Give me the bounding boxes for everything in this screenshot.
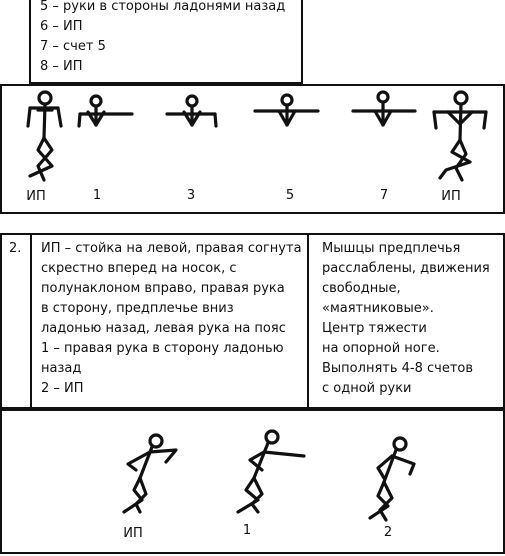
description-line: ИП – стойка на левой, правая согнута [41, 241, 302, 256]
description-line: 1 – правая рука в сторону ладонью [41, 341, 284, 356]
description-line: назад [41, 361, 82, 376]
stick-figure-ex2-count-2 [370, 438, 414, 520]
figure-label: 7 [379, 188, 389, 203]
figure-label: 3 [186, 188, 196, 203]
figure-label: ИП [26, 189, 46, 204]
note-line: свободные, [322, 281, 401, 296]
note-line: с одной руки [322, 381, 412, 396]
exercise-number: 2. [9, 241, 22, 256]
figure-label: 1 [92, 188, 102, 203]
description-line: 2 – ИП [41, 381, 84, 396]
top-line: 5 – руки в стороны ладонями назад [40, 0, 286, 14]
top-line: 8 – ИП [40, 59, 83, 74]
top-line: 7 – счет 5 [40, 39, 106, 54]
note-line: Выполнять 4-8 счетов [322, 361, 474, 376]
figure-label: 1 [242, 523, 252, 538]
stick-figure-ex2-count-1 [238, 431, 304, 512]
note-line: Центр тяжести [322, 321, 427, 336]
note-line: Мышцы предплечья [322, 241, 461, 256]
figure-label: ИП [441, 189, 461, 204]
figure-label: ИП [123, 526, 143, 541]
note-line: расслаблены, движения [322, 261, 490, 276]
description-line: ладонью назад, левая рука на пояс [41, 321, 286, 336]
description-line: в сторону, предплечье вниз [41, 301, 234, 316]
note-line: «маятниковые». [322, 301, 434, 316]
figure-label: 5 [285, 188, 295, 203]
stick-figure-ex2-ip [124, 435, 176, 512]
top-line: 6 – ИП [40, 19, 83, 34]
description-line: скрестно вперед на носок, с [41, 261, 237, 276]
note-line: на опорной ноге. [322, 341, 440, 356]
description-line: полунаклоном вправо, правая рука [41, 281, 285, 296]
figure-label: 2 [383, 525, 393, 540]
